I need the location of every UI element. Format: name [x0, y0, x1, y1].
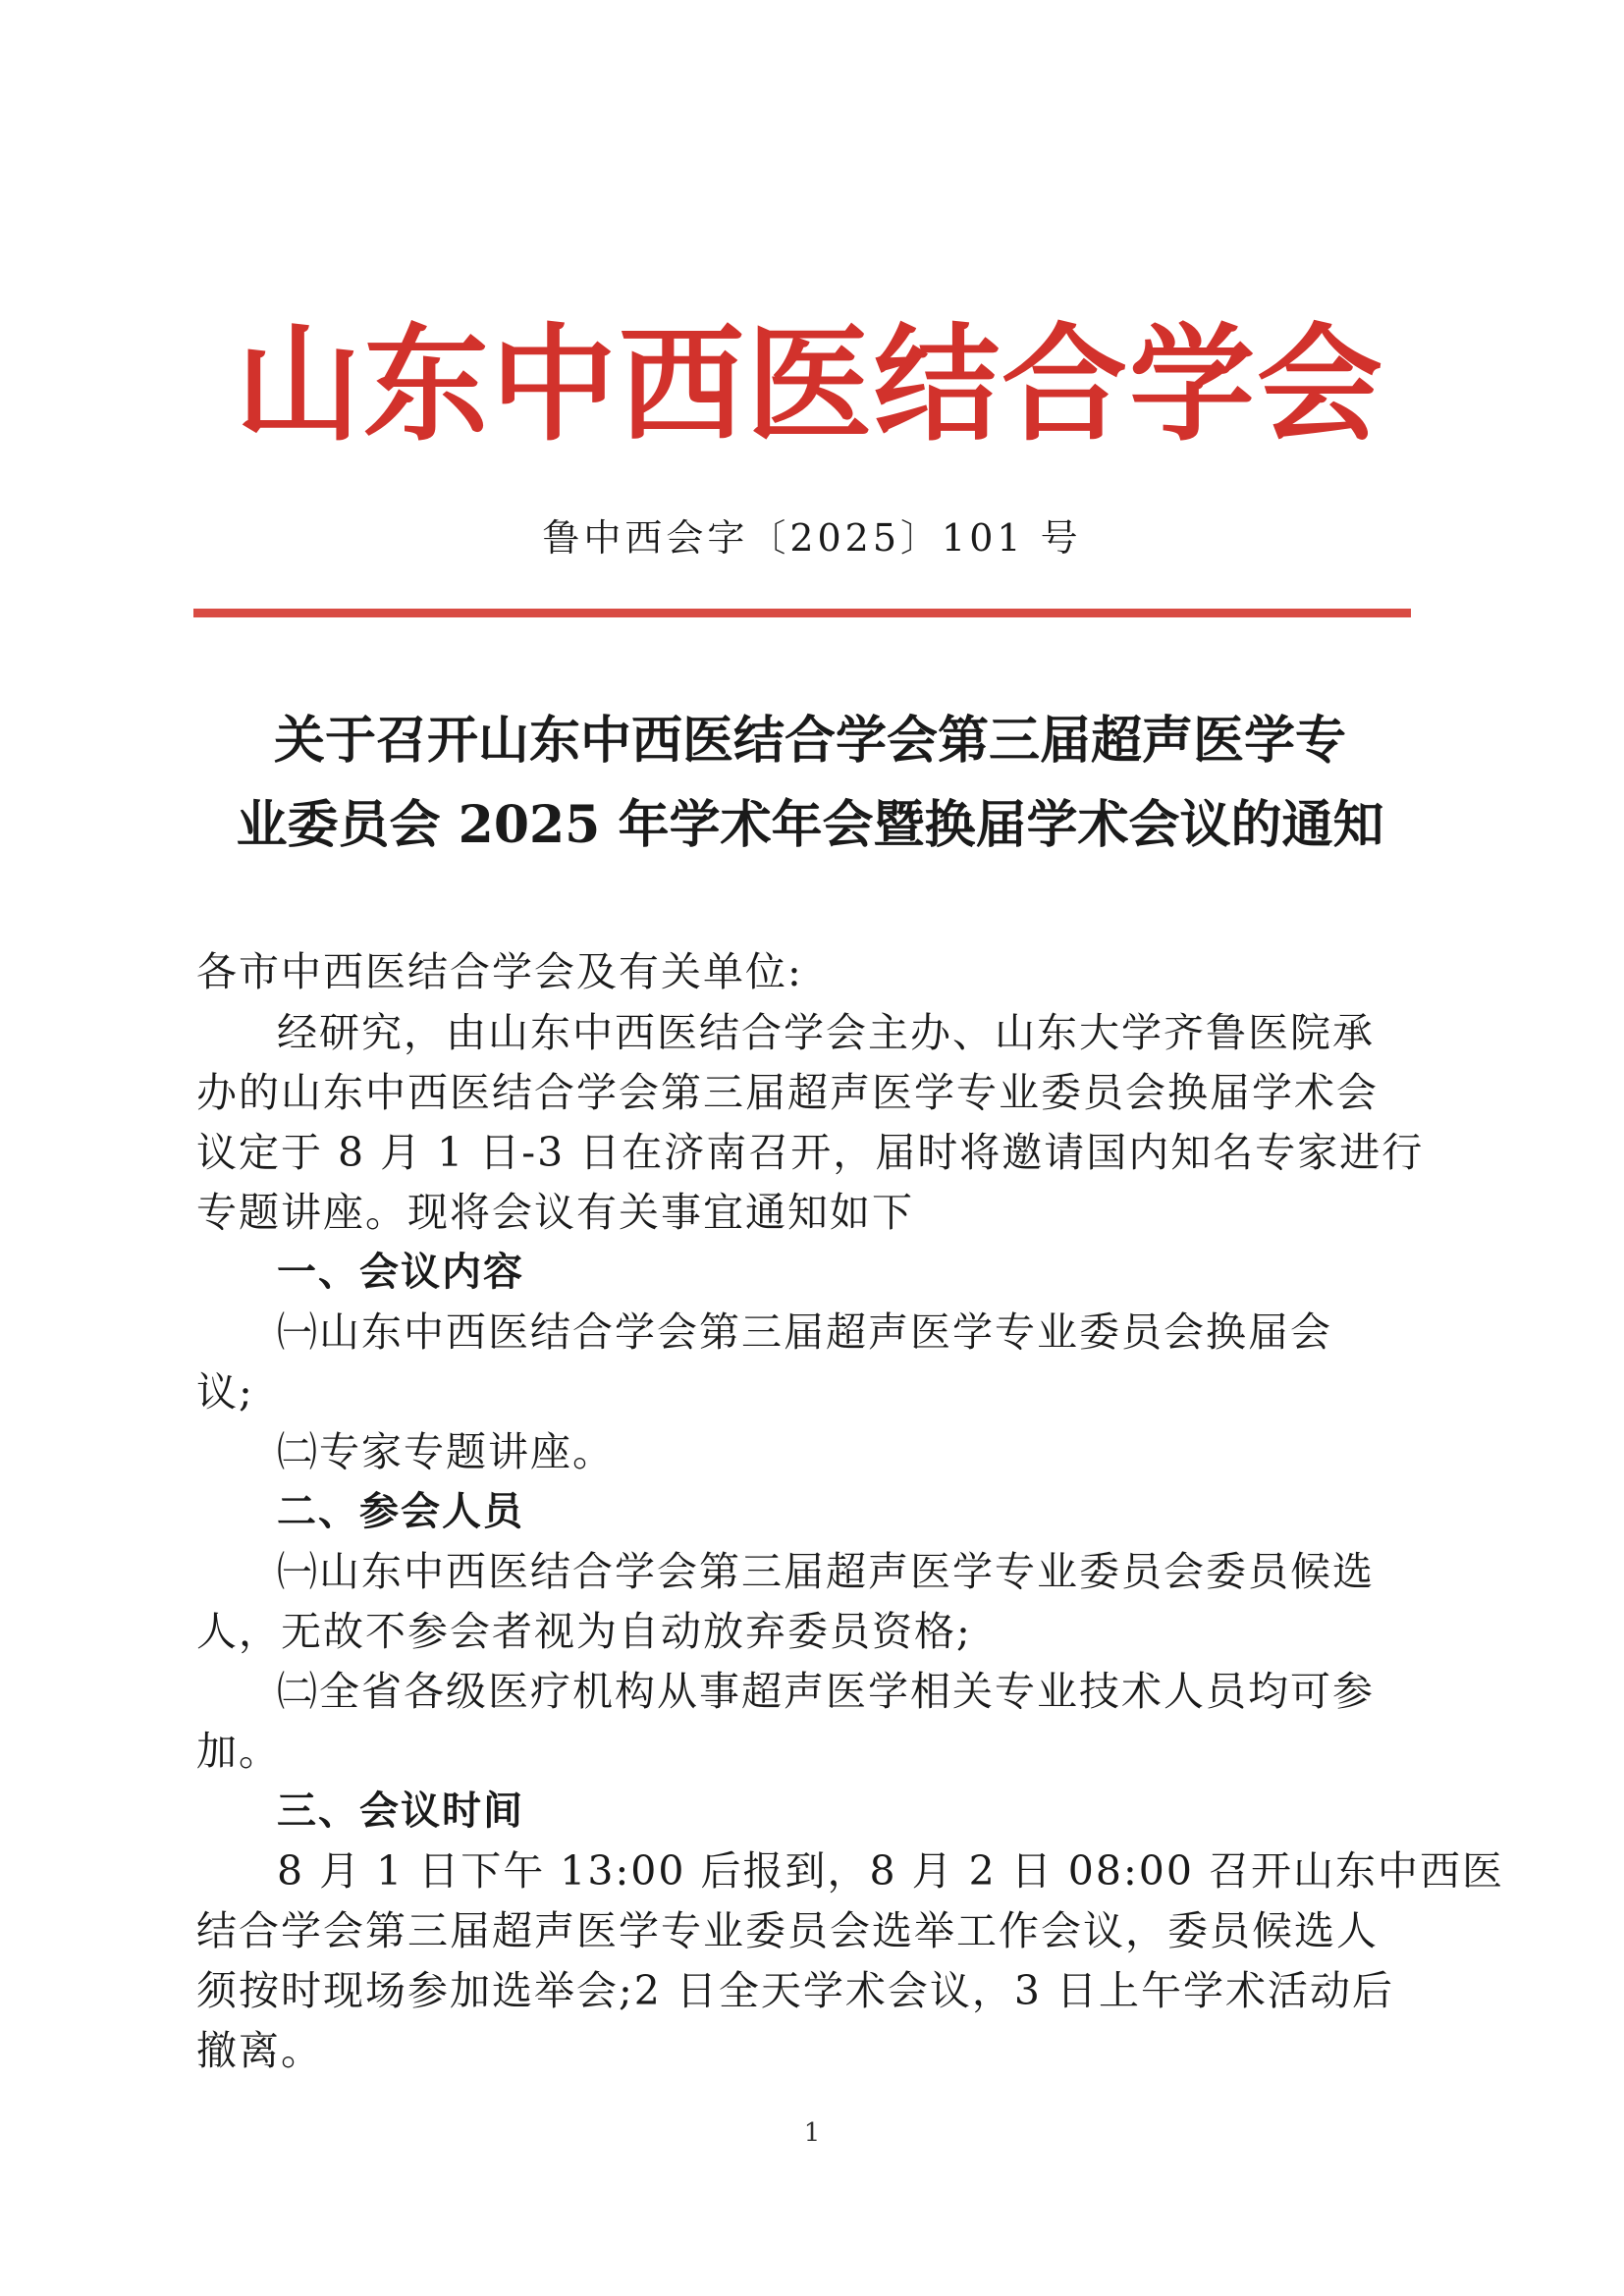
section3-line-2: 结合学会第三届超声医学专业委员会选举工作会议，委员候选人: [196, 1907, 1379, 1954]
section-heading-meeting-content: 一、会议内容: [277, 1250, 524, 1295]
notice-title-line-2: 业委员会 2025 年学术年会暨换届学术会议的通知: [236, 795, 1384, 855]
section2-item2-line-1: ㈡全省各级医疗机构从事超声医学相关专业技术人员均可参: [277, 1668, 1375, 1715]
section1-item1-line-1: ㈠山东中西医结合学会第三届超声医学专业委员会换届会: [277, 1308, 1332, 1356]
page-number: 1: [803, 2118, 821, 2148]
notice-title-line-1: 关于召开山东中西医结合学会第三届超声医学专: [273, 711, 1346, 771]
intro-line-4: 专题讲座。现将会议有关事宜通知如下: [196, 1189, 914, 1236]
intro-line-2: 办的山东中西医结合学会第三届超声医学专业委员会换届学术会: [196, 1069, 1379, 1116]
document-number: 鲁中西会字〔2025〕101 号: [542, 516, 1082, 560]
section3-line-4: 撤离。: [196, 2027, 323, 2074]
section1-item2: ㈡专家专题讲座。: [277, 1428, 615, 1475]
section-heading-meeting-time: 三、会议时间: [277, 1789, 524, 1834]
intro-line-3: 议定于 8 月 1 日-3 日在济南召开，届时将邀请国内知名专家进行: [196, 1129, 1425, 1176]
letterhead-divider-rule: [193, 609, 1411, 617]
section2-item2-line-2: 加。: [196, 1728, 281, 1775]
section3-line-3: 须按时现场参加选举会;2 日全天学术会议，3 日上午学术活动后: [196, 1967, 1395, 2014]
salutation: 各市中西医结合学会及有关单位:: [196, 948, 803, 995]
section2-item1-line-2: 人，无故不参会者视为自动放弃委员资格;: [196, 1608, 972, 1655]
section3-line-1: 8 月 1 日下午 13:00 后报到，8 月 2 日 08:00 召开山东中西医: [277, 1847, 1504, 1895]
section2-item1-line-1: ㈠山东中西医结合学会第三届超声医学专业委员会委员候选: [277, 1548, 1375, 1595]
notice-title: [187, 699, 1434, 868]
letterhead-organization-title: 山东中西医结合学会: [235, 312, 1384, 458]
section-heading-attendees: 二、参会人员: [277, 1489, 524, 1534]
section1-item1-line-2: 议;: [196, 1368, 254, 1415]
intro-line-1: 经研究，由山东中西医结合学会主办、山东大学齐鲁医院承: [277, 1009, 1375, 1056]
